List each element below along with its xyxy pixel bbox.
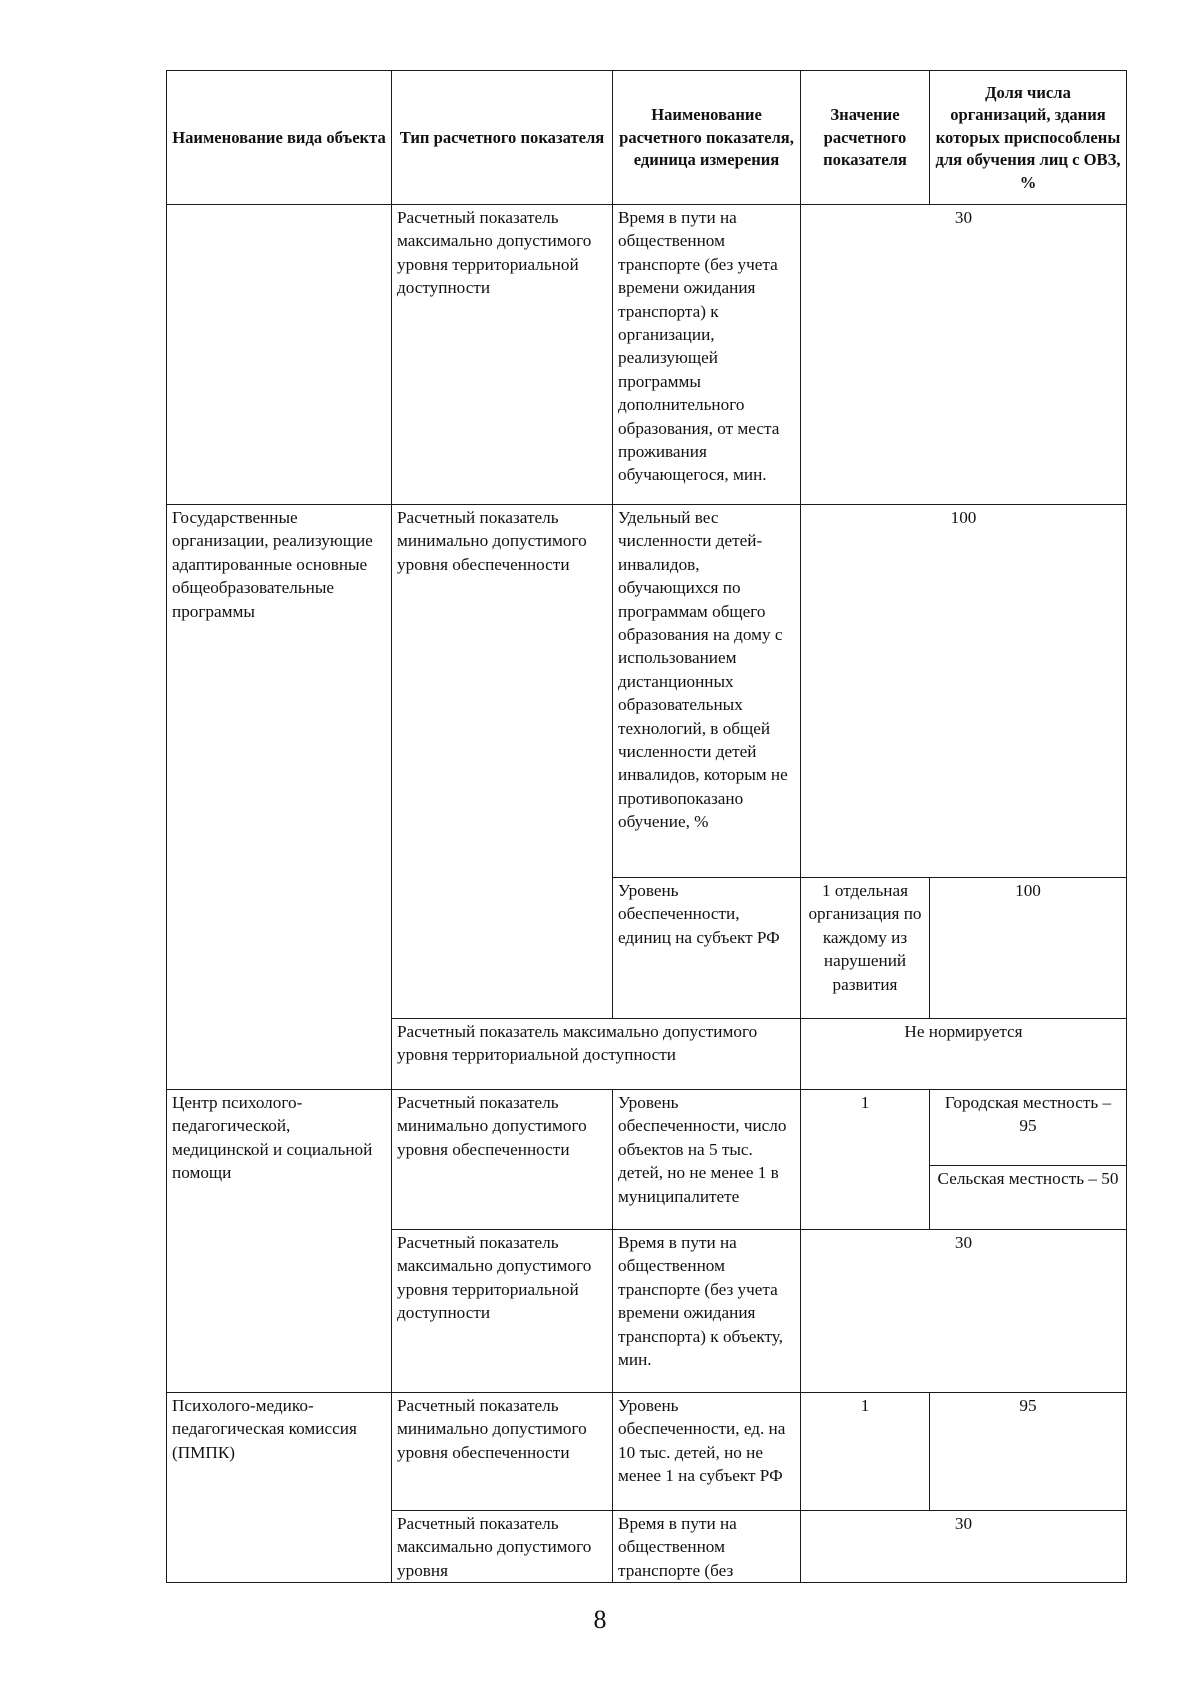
cell-name: Уровень обеспеченности, единиц на субъект РФ xyxy=(613,878,801,1019)
cell-value: 1 отдельная организация по каждому из нарушений развития xyxy=(801,878,930,1019)
cell-name: Время в пути на общественном транспорте (без учета времени ожидания транспорта) к объекту, мин. xyxy=(613,1230,801,1393)
cell-share: 100 xyxy=(930,878,1127,1019)
table-row xyxy=(167,205,1127,505)
cell-name: Уровень обеспеченности, ед. на 10 тыс. детей, но не менее 1 на субъект РФ xyxy=(613,1393,801,1511)
cell-name: Удельный вес численности детей-инвалидов, обучающихся по программам общего образования на дому с использованием дистанционных образовательных технологий, в общей численности детей инвалидов, которым не противопоказано обучение, % xyxy=(613,505,801,878)
standards-table xyxy=(166,70,1127,1583)
cell-type: Расчетный показатель минимально допустимого уровня обеспеченности xyxy=(392,1393,613,1511)
cell-value: 100 xyxy=(801,505,1127,878)
cell-type: Расчетный показатель минимально допустимого уровня обеспеченности xyxy=(392,505,613,1019)
cell-value: 1 xyxy=(801,1090,930,1230)
header-object-type: Наименование вида объекта xyxy=(167,71,392,205)
cell-type: Расчетный показатель максимально допустимого уровня территориальной доступности xyxy=(392,1230,613,1393)
cell-name: Время в пути на общественном транспорте (без учета времени ожидания транспорта) к организации, реализующей программы дополнительного образования, от места проживания обучающегося, мин. xyxy=(613,205,801,505)
table-row xyxy=(167,505,1127,878)
cell-object: Психолого-медико-педагогическая комиссия (ПМПК) xyxy=(167,1393,392,1583)
cell-name: Время в пути на общественном транспорте (без xyxy=(613,1511,801,1583)
cell-value: 30 xyxy=(801,205,1127,505)
table-row xyxy=(167,1090,1127,1166)
cell-type: Расчетный показатель минимально допустимого уровня обеспеченности xyxy=(392,1090,613,1230)
cell-type: Расчетный показатель максимально допустимого уровня xyxy=(392,1511,613,1583)
cell-object: Центр психолого-педагогической, медицинской и социальной помощи xyxy=(167,1090,392,1393)
cell-name: Уровень обеспеченности, число объектов на 5 тыс. детей, но не менее 1 в муниципалитете xyxy=(613,1090,801,1230)
cell-type: Расчетный показатель максимально допустимого уровня территориальной доступности xyxy=(392,205,613,505)
cell-object: Государственные организации, реализующие адаптированные основные общеобразовательные программы xyxy=(167,505,392,1090)
cell-object xyxy=(167,205,392,505)
cell-value: Не нормируется xyxy=(801,1019,1127,1090)
cell-share: 95 xyxy=(930,1393,1127,1511)
page-number: 8 xyxy=(593,1605,607,1634)
header-indicator-type: Тип расчетного показателя xyxy=(392,71,613,205)
cell-value: 30 xyxy=(801,1230,1127,1393)
cell-value: 1 xyxy=(801,1393,930,1511)
table-row xyxy=(167,1393,1127,1511)
cell-share-rural: Сельская местность – 50 xyxy=(930,1166,1127,1230)
cell-share-urban: Городская местность – 95 xyxy=(930,1090,1127,1166)
header-share-adapted: Доля числа организаций, здания которых приспособлены для обучения лиц с ОВЗ, % xyxy=(930,71,1127,205)
table-header-row xyxy=(167,71,1127,205)
cell-value: 30 xyxy=(801,1511,1127,1583)
header-indicator-value: Значение расчетного показателя xyxy=(801,71,930,205)
header-indicator-name: Наименование расчетного показателя, единица измерения xyxy=(613,71,801,205)
cell-type: Расчетный показатель максимально допустимого уровня территориальной доступности xyxy=(392,1019,801,1090)
